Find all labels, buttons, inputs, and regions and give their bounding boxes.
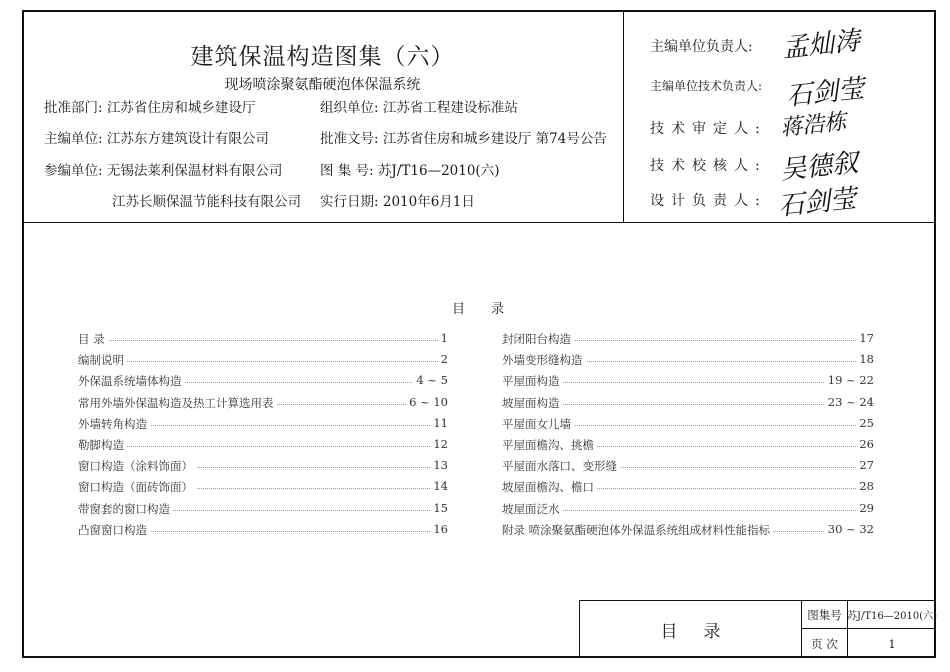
toc-entry-page: 18: [856, 352, 874, 366]
toc-entry-page: 6 ~ 10: [406, 395, 448, 409]
toc-entry: [78, 522, 448, 538]
page-number-value: 1: [888, 636, 896, 651]
toc-entry: [502, 501, 874, 517]
toc-entry: [502, 479, 874, 495]
toc-entry: [78, 373, 448, 389]
toc-entry-page: 15: [430, 501, 448, 515]
toc-entry-label: 平屋面檐沟、挑檐: [502, 437, 597, 453]
toc-leader-dots: [78, 361, 448, 362]
info-value: 江苏省工程建设标准站: [382, 100, 518, 116]
toc-entry-label: 凸窗窗口构造: [78, 522, 150, 538]
info-label: 批准部门:: [44, 100, 103, 116]
toc-entry: [78, 479, 448, 495]
toc-entry-label: 窗口构造（涂料饰面）: [78, 458, 196, 474]
toc-entry-page: 17: [856, 331, 874, 345]
toc-entry-page: 19 ~ 22: [825, 373, 874, 387]
page-title: 建筑保温构造图集（六）: [190, 44, 455, 70]
toc-entry-page: 28: [856, 479, 874, 493]
info-value: 江苏长顺保温节能科技有限公司: [112, 194, 301, 210]
toc-entry-page: 16: [430, 522, 448, 536]
info-approval-doc: [320, 127, 607, 147]
toc-entry-page: 27: [856, 458, 874, 472]
info-co-editor-2: [112, 190, 301, 210]
toc-entry-label: 坡屋面檐沟、檐口: [502, 479, 597, 495]
toc-entry-label: 外墙变形缝构造: [502, 352, 586, 368]
toc-entry-page: 30 ~ 32: [825, 522, 874, 536]
toc-entry-page: 26: [856, 437, 874, 451]
toc-entry: [78, 437, 448, 453]
toc-entry-label: 附录 喷涂聚氨酯硬泡体外保温系统组成材料性能指标: [502, 522, 773, 538]
toc-entry: [78, 331, 448, 347]
signature-role-checker: 技术校核人:: [650, 158, 767, 174]
signature-role-chief-unit: 主编单位负责人:: [650, 39, 753, 55]
page-subtitle: 现场喷涂聚氨酯硬泡体保温系统: [224, 77, 421, 93]
toc-entry-label: 外墙转角构造: [78, 416, 150, 432]
signature-role-reviewer: 技术审定人:: [650, 121, 767, 137]
signature-role-tech-lead: 主编单位技术负责人:: [650, 79, 763, 93]
info-chief-editor: [44, 127, 269, 147]
toc-entry-label: 封闭阳台构造: [502, 331, 574, 347]
toc-entry-label: 平屋面女儿墙: [502, 416, 574, 432]
handwritten-signature: 石剑莹: [776, 183, 858, 222]
title-block: [579, 600, 936, 658]
handwritten-signature: 石剑莹: [784, 73, 866, 112]
info-value: 无锡法莱利保温材料有限公司: [106, 163, 283, 179]
toc-entry: [502, 373, 874, 389]
toc-entry-label: 常用外墙外保温构造及热工计算选用表: [78, 395, 277, 411]
info-approval-dept: [44, 96, 255, 116]
page-number-label: 页 次: [802, 629, 848, 658]
info-value: 江苏省住房和城乡建设厅 第74号公告: [382, 131, 607, 147]
toc-entry-label: 平屋面水落口、变形缝: [502, 458, 620, 474]
toc-entry: [78, 416, 448, 432]
toc-entry-page: 25: [856, 416, 874, 430]
info-co-editor: [44, 159, 282, 179]
toc-entry-page: 29: [856, 501, 874, 515]
info-value: 苏J/T16—2010(六): [377, 163, 500, 179]
toc-entry: [502, 437, 874, 453]
info-label: 图 集 号:: [320, 163, 374, 179]
info-organizer: [320, 96, 518, 116]
toc-entry-page: 1: [438, 331, 448, 345]
toc-entry-label: 窗口构造（面砖饰面）: [78, 479, 196, 495]
toc-entry-page: 23 ~ 24: [825, 395, 874, 409]
info-label: 参编单位:: [44, 163, 103, 179]
handwritten-signature: 蒋浩栋: [779, 109, 848, 142]
title-block-name: 目录: [580, 601, 802, 658]
toc-entry-label: 坡屋面泛水: [502, 501, 563, 517]
toc-entry-label: 编制说明: [78, 352, 127, 368]
toc-entry: [78, 352, 448, 368]
toc-entry: [502, 416, 874, 432]
toc-entry-page: 11: [430, 416, 448, 430]
toc-entry: [78, 501, 448, 517]
info-value: 江苏东方建筑设计有限公司: [106, 131, 269, 147]
toc-entry-page: 14: [430, 479, 448, 493]
toc-entry: [78, 458, 448, 474]
info-label: 主编单位:: [44, 131, 103, 147]
handwritten-signature: 孟灿涛: [780, 25, 862, 64]
signature-role-designer: 设计负责人:: [650, 193, 767, 209]
toc-entry: [502, 458, 874, 474]
info-label: 实行日期:: [320, 194, 379, 210]
toc-entry: [502, 395, 874, 411]
toc-entry-page: 12: [430, 437, 448, 451]
info-label: 组织单位:: [320, 100, 379, 116]
toc-leader-dots: [78, 340, 448, 341]
toc-entry-label: 目 录: [78, 331, 108, 347]
toc-entry-page: 13: [430, 458, 448, 472]
toc-entry-page: 2: [438, 352, 448, 366]
info-label: 批准文号:: [320, 131, 379, 147]
toc-entry-label: 外保温系统墙体构造: [78, 373, 185, 389]
info-value: 2010年6月1日: [382, 194, 475, 210]
atlas-number-value: 苏J/T16—2010(六): [848, 601, 936, 629]
toc-entry: [502, 522, 874, 538]
handwritten-signature: 吴德叙: [778, 147, 860, 186]
toc-entry: [502, 352, 874, 368]
toc-entry: [78, 395, 448, 411]
toc-entry-label: 勒脚构造: [78, 437, 127, 453]
toc-entry-label: 带窗套的窗口构造: [78, 501, 173, 517]
toc-leader-dots: [78, 446, 448, 447]
toc-entry: [502, 331, 874, 347]
info-effective-date: [320, 190, 475, 210]
toc-entry-page: 4 ~ 5: [413, 373, 448, 387]
info-value: 江苏省住房和城乡建设厅: [106, 100, 256, 116]
atlas-number-label: 图集号: [802, 601, 848, 629]
toc-entry-label: 坡屋面构造: [502, 395, 563, 411]
toc-entry-label: 平屋面构造: [502, 373, 563, 389]
toc-heading: 目录: [452, 302, 531, 317]
info-atlas-number: [320, 159, 499, 179]
